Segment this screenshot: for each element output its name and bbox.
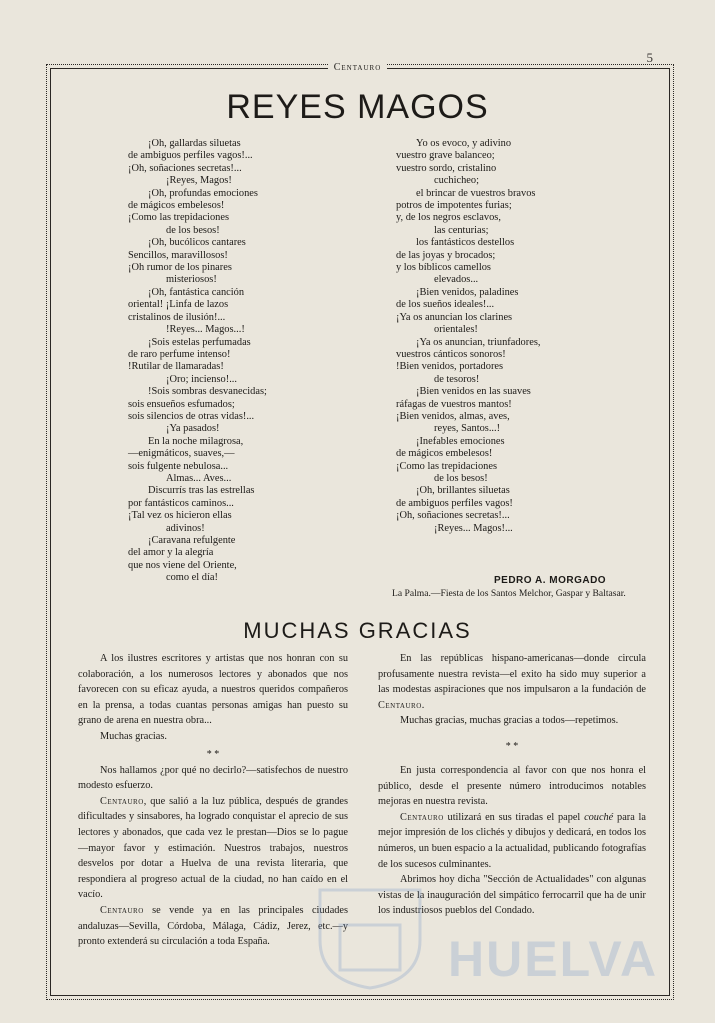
poem-line: de los sueños ideales!... [396, 299, 495, 311]
asterism: * * [505, 740, 519, 752]
magazine-name: Centauro [100, 904, 144, 916]
poem-line: Discurrís tras las estrellas [148, 485, 255, 497]
poem-line: sois ensueños esfumados; [128, 398, 235, 410]
poem-line: ¡Como las trepidaciones [128, 212, 229, 224]
poem-line: ¡Oh, gallardas siluetas [148, 138, 241, 149]
asterism: * * [206, 748, 220, 760]
poem-line: potros de impotentes furias; [396, 200, 512, 212]
poem-line: ¡Bien venidos en las suaves [416, 386, 531, 398]
poem-title: REYES MAGOS [226, 88, 489, 126]
magazine-name: Centauro [400, 811, 444, 823]
magazine-name: Centauro [100, 795, 144, 807]
running-head [0, 62, 715, 73]
magazine-name: Centauro [378, 699, 422, 711]
poem-line: !Reyes... Magos...! [166, 324, 245, 336]
poem-line: de las joyas y brocados; [396, 249, 496, 261]
poem-line: ¡Oro; incienso!... [166, 373, 237, 385]
poem-line: ¡Oh, brillantes siluetas [416, 485, 510, 497]
poem-line: cristalinos de ilusión!... [128, 311, 226, 323]
poem-line: ¡Bien venidos, almas, aves, [396, 410, 510, 422]
poem-line: los fantásticos destellos [416, 237, 515, 249]
poem-line: cuchicheo; [434, 175, 480, 187]
italic-word: couché [584, 811, 614, 823]
poem-line: ¡Sois estelas perfumadas [148, 336, 251, 348]
poem-line: ¡Ya os anuncian, triunfadores, [416, 336, 541, 348]
poem-line: como el día! [166, 572, 218, 584]
poem-line: ¡Oh, fantástica canción [148, 286, 245, 298]
poem-left-column [128, 138, 308, 585]
poem-line: ¡Oh rumor de los pinares [128, 262, 232, 274]
poem-line: elevados... [434, 274, 479, 286]
poem-line: Almas... Aves... [166, 472, 232, 484]
article-paragraph [378, 651, 646, 713]
poem-line: !Rutilar de llamaradas! [128, 361, 224, 373]
poem-line: ¡Oh, profundas emociones [148, 187, 258, 199]
poem-line: ¡Reyes... Magos!... [434, 522, 513, 534]
poem-line: vuestros cánticos sonoros! [396, 348, 506, 360]
article-right-column [378, 651, 646, 919]
poem-dateline: La Palma.—Fiesta de los Santos Melchor, Gaspar y Baltasar. [392, 588, 626, 599]
page-number: 5 [646, 50, 653, 65]
poem-line: !Sois sombras desvanecidas; [148, 386, 267, 398]
paragraph-text: , que salió a la luz pública, después de grandes dificultades y sinsabores, ha logrado conquistar el aprecio de sus lectores y abonados, que cada vez le prestan—Dios se lo pague—mayor favor y estimación. Nuestros trabajos, nuestros desvelos por dotar a Huelva de una revista literaria, que respondiera al progreso actual de la ciudad, no han caído en el vacío. [78, 795, 348, 901]
poem-line: adivinos! [166, 522, 205, 534]
poem-line: vuestro grave balanceo; [396, 150, 495, 162]
poem-right-column [396, 138, 606, 535]
poem-line: de ambiguos perfiles vagos!... [128, 150, 253, 162]
watermark-text: HUELVA [448, 931, 659, 987]
poem-author: PEDRO A. MORGADO [494, 575, 607, 586]
poem-line: oriental! ¡Linfa de lazos [128, 299, 229, 311]
poem-line: y, de los negros esclavos, [396, 212, 501, 224]
paragraph-text: utilizará en sus tiradas el papel [443, 811, 585, 823]
poem-line: del amor y la alegría [128, 547, 214, 559]
article-paragraph [78, 794, 348, 903]
poem-line: ¡Ya os anuncian los clarines [396, 311, 513, 323]
poem-line: ¡Oh, soñaciones secretas!... [396, 510, 510, 522]
poem-line: de los besos! [166, 224, 220, 236]
poem-line: ¡Bien venidos, paladines [416, 286, 519, 298]
article-paragraph: En justa correspondencia al favor con que nos honra el público, desde el presente número introducimos notables mejoras en nuestra revista. [378, 764, 646, 808]
poem-line: orientales! [434, 324, 478, 336]
paragraph-text: . [421, 699, 425, 711]
poem-line: sois fulgente nebulosa... [128, 460, 229, 472]
poem-line: ¡Caravana refulgente [148, 535, 236, 546]
poem-line: vuestro sordo, cristalino [396, 162, 497, 174]
poem-line: de los besos! [434, 472, 488, 484]
poem-line: de ambiguos perfiles vagos! [396, 497, 513, 509]
poem-line: ¡Ya pasados! [166, 423, 220, 435]
poem-line: de mágicos embelesos! [128, 200, 225, 212]
poem-line: y los bíblicos camellos [396, 262, 491, 274]
poem-line: de tesoros! [434, 373, 480, 385]
poem-line: ¡Inefables emociones [416, 435, 505, 447]
poem-line: ¡Oh, bucólicos cantares [148, 237, 246, 249]
article-paragraph: Nos hallamos ¿por qué no decirlo?—satisfechos de nuestro modesto esfuerzo. [78, 764, 348, 792]
poem-line: ¡Oh, soñaciones secretas!... [128, 162, 242, 174]
article-paragraph [78, 903, 348, 950]
article-paragraph [378, 810, 646, 872]
article-paragraph: Muchas gracias, muchas gracias a todos—repetimos. [400, 715, 619, 727]
article-left-column [78, 651, 348, 950]
poem-line: las centurias; [434, 224, 489, 236]
poem-line: misteriosos! [166, 274, 217, 286]
poem-line: sois silencios de otras vidas!... [128, 410, 255, 422]
poem-line: !Bien venidos, portadores [396, 361, 504, 373]
running-head-text: Centauro [328, 62, 388, 73]
poem-line: de mágicos embelesos! [396, 448, 493, 460]
paragraph-text: se vende ya en las principales ciudades andaluzas—Sevilla, Córdoba, Málaga, Cádiz, Jerez, etc.—y pronto extenderá su circulación a toda España. [78, 904, 348, 948]
poem-line: ráfagas de vuestros mantos! [396, 398, 512, 410]
article-paragraph: Abrimos hoy dicha "Sección de Actualidades" con algunas vistas de la inauguración del simpático ferrocarril que ha de unir los industriosos pueblos del Condado. [378, 874, 646, 917]
poem-line: de raro perfume intenso! [128, 348, 231, 360]
poem-line: ¡Como las trepidaciones [396, 460, 497, 472]
poem-line: por fantásticos caminos... [128, 497, 234, 509]
poem-line: el brincar de vuestros bravos [416, 187, 536, 199]
poem-line: Sencillos, maravillosos! [128, 249, 228, 261]
poem-line: ¡Tal vez os hicieron ellas [128, 510, 232, 522]
poem-line: ¡Reyes, Magos! [166, 175, 232, 187]
article-paragraph: Muchas gracias. [100, 730, 167, 742]
article-paragraph: A los ilustres escritores y artistas que nos honran con su colaboración, a los numerosos lectores y abonados que nos favorecen con su eficaz ayuda, a nuestros queridos compañeros en la prensa, a todas cuantas personas amigas han puesto su grano de arena en nuestra obra... [78, 653, 348, 727]
poem-line: —enigmáticos, suaves,— [128, 448, 235, 460]
poem-line: Yo os evoco, y adivino [416, 138, 512, 149]
paragraph-text: para la mejor impresión de los clichés y dibujos y dedicará, en todos los números, un buen espacio a la actualidad, publicando fotografías de los sucesos culminantes. [378, 811, 646, 870]
poem-line: que nos viene del Oriente, [128, 559, 237, 571]
poem-line: reyes, Santos...! [434, 423, 501, 435]
poem-line: En la noche milagrosa, [148, 435, 244, 447]
paragraph-text: En las repúblicas hispano-americanas—donde circula profusamente nuestra revista—el exito ha sido muy superior a las modestas aspiraciones que nos impulsaron a la fundación de [378, 653, 646, 696]
article-title: MUCHAS GRACIAS [243, 618, 472, 643]
